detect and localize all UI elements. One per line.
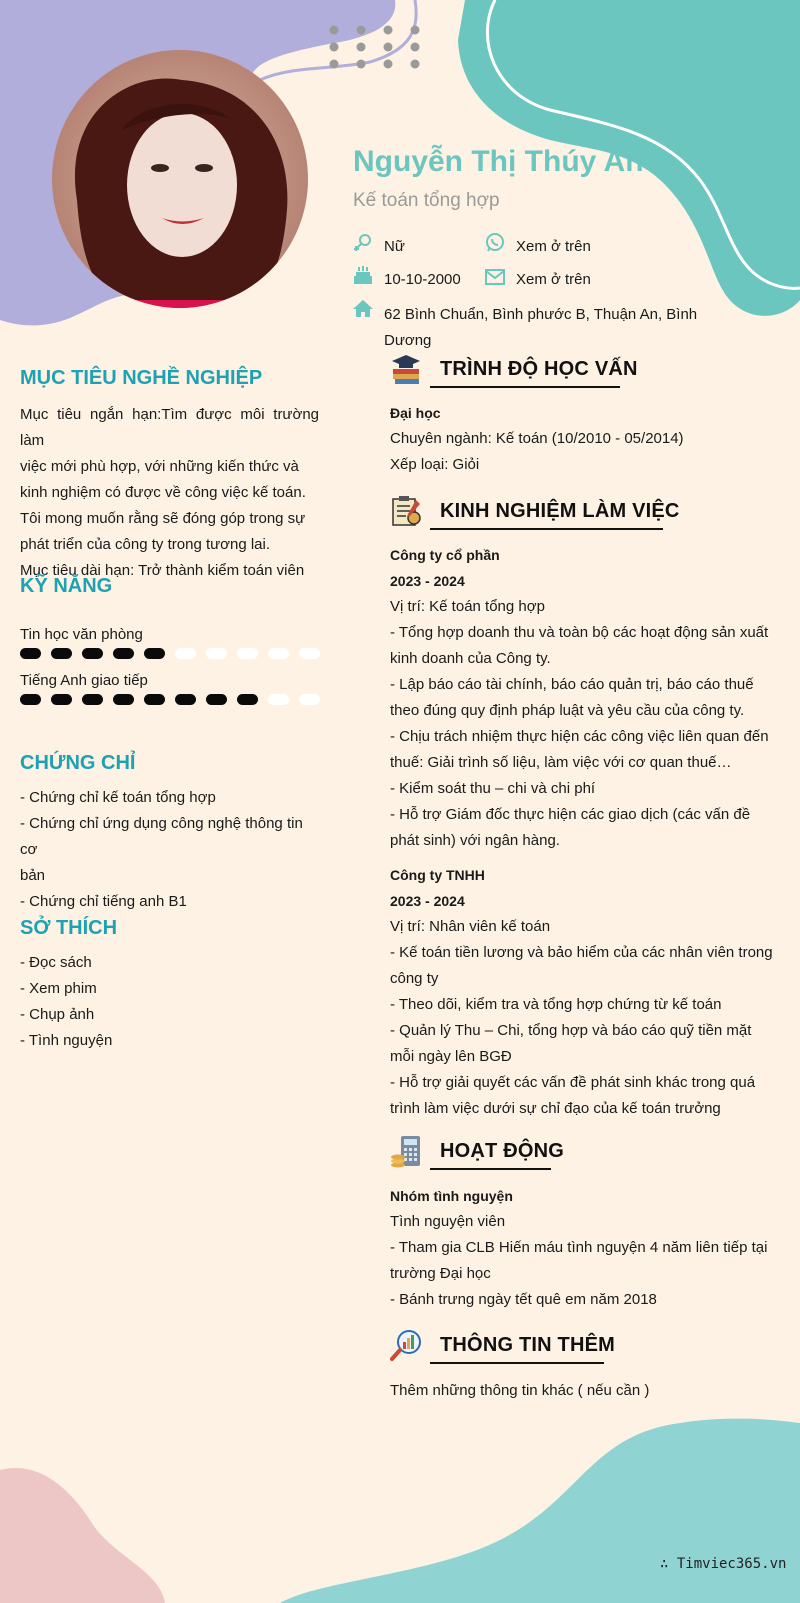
job-detail-line: Vị trí: Nhân viên kế toán: [390, 918, 551, 935]
job-detail-line: - Lập báo cáo tài chính, báo cáo quản trị, báo cáo thuế: [390, 676, 754, 693]
experience-job-2: [390, 862, 790, 1122]
job-company: Công ty TNHH: [390, 867, 485, 883]
skill-rating: [20, 694, 320, 706]
certificates-list: [20, 785, 319, 915]
skill-dot: [206, 648, 227, 659]
address-line: 62 Bình Chuẩn, Bình phước B, Thuận An, Bình: [384, 306, 698, 323]
hobby-item: - Đọc sách: [20, 954, 92, 971]
skill-dot: [206, 694, 227, 705]
heading-underline: [430, 386, 620, 388]
skill-dot: [268, 648, 289, 659]
activities-body: [390, 1183, 790, 1313]
job-years: 2023 - 2024: [390, 573, 465, 589]
skill-dot: [82, 648, 103, 659]
gender-value: Nữ: [384, 238, 405, 255]
experience-heading: KINH NGHIỆM LÀM VIỆC: [440, 500, 680, 522]
skill-dot: [144, 694, 165, 705]
objective-line: Mục tiêu dài hạn: Trở thành kiểm toán viên: [20, 562, 305, 579]
birthday-cake-icon: [352, 264, 374, 286]
magnifier-chart-icon: [390, 1328, 422, 1362]
certificate-item: - Chứng chỉ kế toán tổng hợp: [20, 789, 216, 806]
activity-line: - Bánh trưng ngày tết quê em năm 2018: [390, 1291, 657, 1308]
phone-icon: [484, 232, 506, 254]
extra-body: [390, 1378, 790, 1404]
job-company: Công ty cổ phần: [390, 547, 500, 563]
heading-underline: [430, 1168, 551, 1170]
dots-pattern: [328, 22, 428, 72]
objective-line: việc mới phù hợp, với những kiến thức và: [20, 458, 299, 475]
bottom-teal-blob: [280, 1415, 800, 1603]
hobby-item: - Chụp ảnh: [20, 1006, 95, 1023]
objective-line: Mục tiêu ngắn hạn:Tìm được môi trường làm: [20, 406, 319, 449]
certificate-item: - Chứng chỉ tiếng anh B1: [20, 893, 187, 910]
skill-dot: [268, 694, 289, 705]
job-detail-line: - Kiểm soát thu – chi và chi phí: [390, 780, 596, 797]
skill-dot: [51, 648, 72, 659]
skill-dot: [113, 648, 134, 659]
skills-heading: KỸ NĂNG: [20, 575, 113, 597]
watermark: ∴ Timviec365.vn: [660, 1556, 787, 1572]
job-detail-line: mỗi ngày lên BGĐ: [390, 1048, 512, 1065]
skill-dot: [51, 694, 72, 705]
home-icon: [352, 298, 374, 320]
skill-dot: [175, 694, 196, 705]
education-grade: Xếp loại: Giỏi: [390, 456, 480, 473]
hobbies-list: [20, 950, 319, 1054]
job-detail-line: Vị trí: Kế toán tổng hợp: [390, 598, 545, 615]
job-detail-line: công ty: [390, 970, 439, 987]
calculator-coins-icon: [390, 1134, 422, 1168]
job-detail-line: theo đúng quy định pháp luật và yêu cầu của công ty.: [390, 702, 745, 719]
job-detail-line: - Hỗ trợ Giám đốc thực hiện các giao dịch (các vấn đề: [390, 806, 751, 823]
graduation-books-icon: [390, 352, 422, 386]
job-detail-line: kinh doanh của Công ty.: [390, 650, 551, 667]
experience-job-1: [390, 542, 790, 854]
address-line: Dương: [384, 332, 432, 349]
objective-heading: MỤC TIÊU NGHỀ NGHIỆP: [20, 367, 263, 389]
extra-heading: THÔNG TIN THÊM: [440, 1334, 616, 1356]
hobby-item: - Tình nguyện: [20, 1032, 113, 1049]
email-icon: [484, 266, 506, 288]
skill-dot: [237, 694, 258, 705]
objective-line: phát triển của công ty trong tương lai.: [20, 536, 271, 553]
certificate-item: bản: [20, 867, 46, 884]
activity-org: Nhóm tình nguyện: [390, 1188, 513, 1204]
job-detail-line: - Quản lý Thu – Chi, tổng hợp và báo cáo quỹ tiền mặt: [390, 1022, 752, 1039]
skill-dot: [20, 694, 41, 705]
job-detail-line: - Theo dõi, kiểm tra và tổng hợp chứng từ kế toán: [390, 996, 722, 1013]
email-value: Xem ở trên: [516, 271, 591, 288]
activity-line: Tình nguyện viên: [390, 1213, 506, 1230]
hobbies-heading: SỞ THÍCH: [20, 917, 118, 939]
certificates-heading: CHỨNG CHỈ: [20, 752, 136, 774]
address: [384, 302, 714, 354]
phone-value: Xem ở trên: [516, 238, 591, 255]
job-title: Kế toán tổng hợp: [353, 190, 500, 211]
skill-dot: [299, 694, 320, 705]
hobby-item: - Xem phim: [20, 980, 97, 997]
candidate-name: Nguyễn Thị Thúy An: [353, 145, 644, 178]
education-school: Đại học: [390, 405, 441, 421]
skill-dot: [299, 648, 320, 659]
gender-icon: [352, 232, 374, 254]
certificate-item: - Chứng chỉ ứng dụng công nghệ thông tin cơ: [20, 815, 303, 858]
heading-underline: [430, 528, 663, 530]
activities-section-header: [390, 1130, 790, 1176]
education-major: Chuyên ngành: Kế toán (10/2010 - 05/2014): [390, 430, 684, 447]
job-detail-line: phát sinh) với ngân hàng.: [390, 832, 560, 849]
objective-line: kinh nghiệm có được về công việc kế toán.: [20, 484, 306, 501]
job-detail-line: - Hỗ trợ giải quyết các vấn đề phát sinh khác trong quá: [390, 1074, 756, 1091]
objective-text: [20, 402, 319, 584]
heading-underline: [430, 1362, 604, 1364]
job-detail-line: trình làm việc dưới sự chỉ đạo của kế toán trưởng: [390, 1100, 721, 1117]
bottom-pink-blob: [0, 1460, 170, 1603]
extra-section-header: [390, 1324, 790, 1370]
job-detail-line: - Tổng hợp doanh thu và toàn bộ các hoạt động sản xuất: [390, 624, 769, 641]
skill-name: Tiếng Anh giao tiếp: [20, 672, 148, 689]
clipboard-tools-icon: [390, 494, 422, 528]
education-heading: TRÌNH ĐỘ HỌC VẤN: [440, 358, 638, 380]
extra-text: Thêm những thông tin khác ( nếu cần ): [390, 1382, 650, 1399]
job-years: 2023 - 2024: [390, 893, 465, 909]
skill-rating: [20, 648, 320, 660]
activity-line: - Tham gia CLB Hiến máu tình nguyện 4 năm liên tiếp tại: [390, 1239, 768, 1256]
skill-dot: [20, 648, 41, 659]
activities-heading: HOẠT ĐỘNG: [440, 1140, 565, 1162]
skill-dot: [144, 648, 165, 659]
education-section-header: [390, 348, 790, 394]
job-detail-line: - Kế toán tiền lương và bảo hiểm của các nhân viên trong: [390, 944, 773, 961]
skill-dot: [237, 648, 258, 659]
objective-line: Tôi mong muốn rằng sẽ đóng góp trong sự: [20, 510, 306, 527]
skill-dot: [175, 648, 196, 659]
job-detail-line: - Chịu trách nhiệm thực hiện các công việc liên quan đến: [390, 728, 769, 745]
activity-line: trường Đại học: [390, 1265, 491, 1282]
skill-dot: [82, 694, 103, 705]
avatar: [52, 50, 308, 308]
experience-section-header: [390, 490, 790, 536]
skill-name: Tin học văn phòng: [20, 626, 143, 643]
job-detail-line: thuế: Giải trình số liệu, làm việc với cơ quan thuế…: [390, 754, 732, 771]
birthday-value: 10-10-2000: [384, 271, 461, 288]
education-body: [390, 400, 790, 478]
skill-dot: [113, 694, 134, 705]
